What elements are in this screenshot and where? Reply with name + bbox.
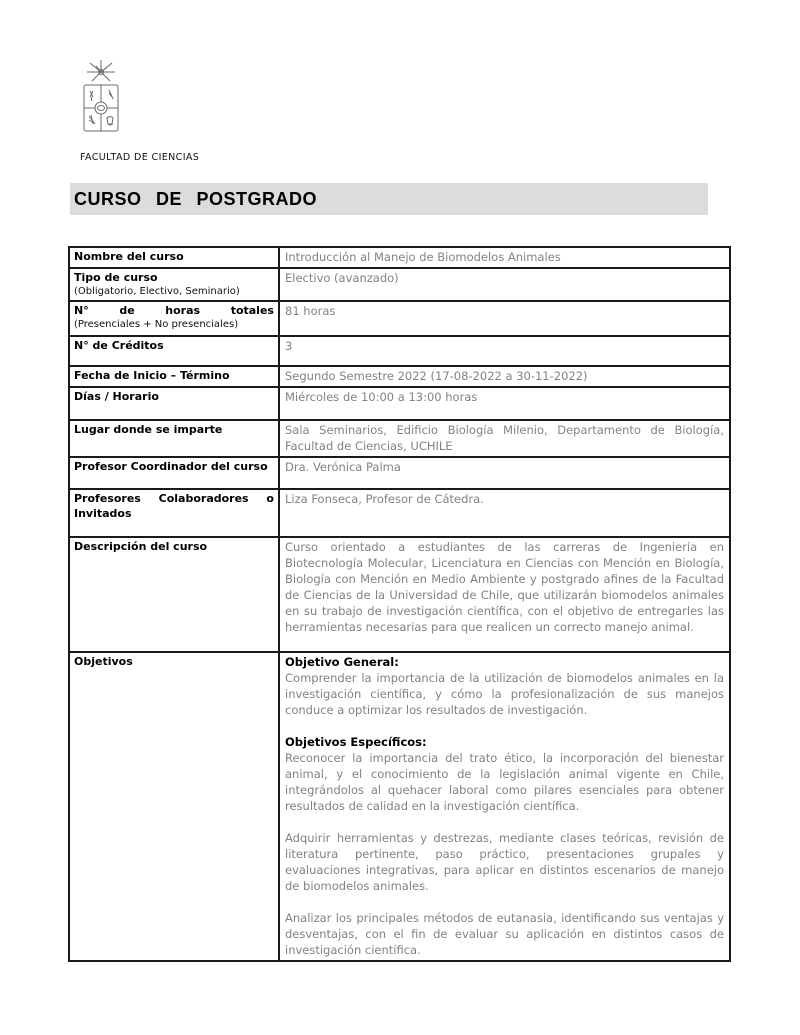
row-label: N° de Créditos — [69, 336, 279, 366]
objetivo-general-text: Comprender la importancia de la utilización de biomodelos animales en la investigación científica, y cómo la profesionalización de sus manejos conduce a optimizar los resultados de investigación. — [285, 671, 724, 717]
row-label-sub: (Obligatorio, Electivo, Seminario) — [74, 286, 240, 297]
row-value: Introducción al Manejo de Biomodelos Animales — [279, 247, 730, 268]
row-label — [69, 489, 279, 537]
table-row-objetivos — [69, 652, 730, 961]
table-row-colaboradores — [69, 489, 730, 537]
table-row-horario — [69, 387, 730, 420]
row-value: Miércoles de 10:00 a 13:00 horas — [279, 387, 730, 420]
row-value — [279, 652, 730, 961]
objetivo-general-heading: Objetivo General: — [285, 655, 399, 669]
row-label: Objetivos — [69, 652, 279, 961]
row-label-line2: Invitados — [74, 507, 132, 520]
table-row-tipo — [69, 268, 730, 301]
row-label: Descripción del curso — [69, 537, 279, 652]
paragraph-spacer — [285, 718, 724, 734]
row-label: Lugar donde se imparte — [69, 420, 279, 457]
row-value: Dra. Verónica Palma — [279, 457, 730, 489]
row-value: 81 horas — [279, 301, 730, 336]
objetivo-analizar-text: Analizar los principales métodos de eutanasia, identificando sus ventajas y desventajas, con el fin de evaluar su aplicación en distintos casos de investigación científica. — [285, 911, 724, 957]
table-row-horas — [69, 301, 730, 336]
table-row-creditos — [69, 336, 730, 366]
row-label: Días / Horario — [69, 387, 279, 420]
row-label-main: N° de horas totales — [74, 304, 274, 317]
university-crest-logo — [76, 60, 126, 140]
table-row-fecha — [69, 366, 730, 387]
paragraph-spacer — [285, 814, 724, 830]
objetivos-especificos-heading: Objetivos Específicos: — [285, 735, 427, 749]
table-row-descripcion — [69, 537, 730, 652]
course-info-table — [68, 246, 731, 962]
row-value: Liza Fonseca, Profesor de Cátedra. — [279, 489, 730, 537]
row-value: Curso orientado a estudiantes de las carreras de Ingeniería en Biotecnología Molecular, Licenciatura en Ciencias con Mención en Biología, Biología con Mención en Medio Ambiente y postgrado afines de la Facultad de Ciencias de la Universidad de Chile, que utilizarán biomodelos animales en su trabajo de investigación científica, con el objetivo de entregarles las herramientas necesarias para que realicen un correcto manejo animal. — [279, 537, 730, 652]
document-title-bar — [70, 183, 708, 215]
row-label-line1: Profesores Colaboradores o — [74, 492, 274, 505]
table-row-nombre — [69, 247, 730, 268]
row-value: Sala Seminarios, Edificio Biología Milenio, Departamento de Biología, Facultad de Ciencias, UCHILE — [279, 420, 730, 457]
paragraph-spacer — [285, 894, 724, 910]
row-value: 3 — [279, 336, 730, 366]
objetivo-adquirir-text: Adquirir herramientas y destrezas, mediante clases teóricas, revisión de literatura pertinente, paso práctico, presentaciones grupales y evaluaciones integrativas, para aplicar en distintos escenarios de manejo de biomodelos animales. — [285, 831, 724, 893]
document-title: CURSO DE POSTGRADO — [74, 188, 318, 209]
table-row-lugar — [69, 420, 730, 457]
row-label: Fecha de Inicio – Término — [69, 366, 279, 387]
objetivos-especificos-text: Reconocer la importancia del trato ético, la incorporación del bienestar animal, y el conocimiento de la legislación animal vigente en Chile, integrándolos al quehacer laboral como pilares esenciales para obtener resultados de calidad en la investigación científica. — [285, 751, 724, 813]
row-value: Segundo Semestre 2022 (17-08-2022 a 30-11-2022) — [279, 366, 730, 387]
row-value: Electivo (avanzado) — [279, 268, 730, 301]
row-label — [69, 301, 279, 336]
row-label: Profesor Coordinador del curso — [69, 457, 279, 489]
table-row-coordinador — [69, 457, 730, 489]
faculty-name: FACULTAD DE CIENCIAS — [80, 152, 200, 163]
row-label-main: Tipo de curso — [74, 271, 158, 284]
row-label-sub: (Presenciales + No presenciales) — [74, 319, 239, 330]
row-label: Nombre del curso — [69, 247, 279, 268]
university-crest-icon — [76, 60, 126, 140]
row-label — [69, 268, 279, 301]
